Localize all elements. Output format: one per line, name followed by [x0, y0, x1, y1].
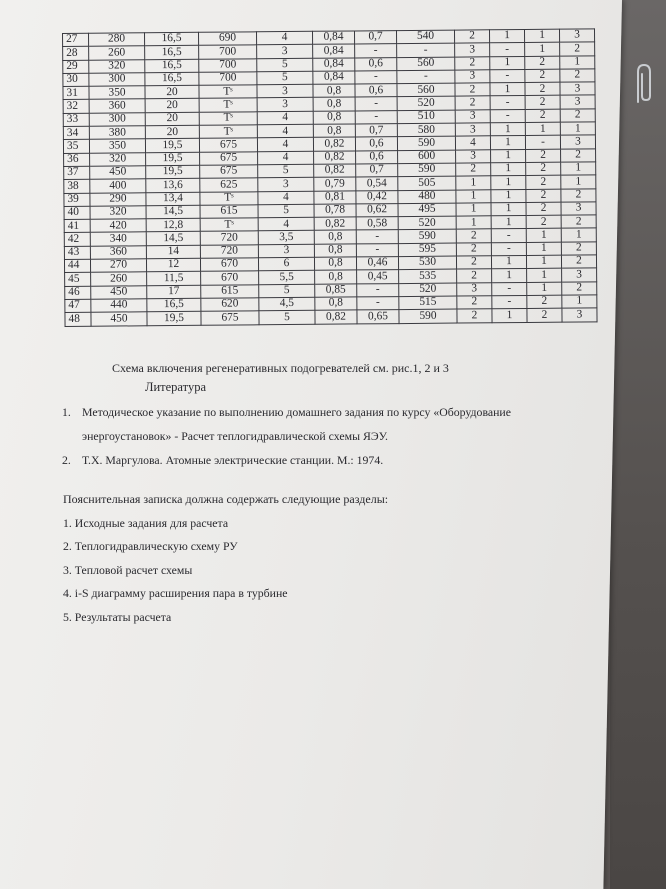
table-cell: 0,65 — [357, 310, 399, 324]
table-cell: 45 — [65, 273, 91, 287]
table-cell: 12 — [146, 258, 200, 272]
table-cell: 440 — [91, 299, 147, 313]
table-cell: - — [397, 43, 455, 57]
table-cell: Tˢ — [200, 191, 258, 205]
table-cell: 595 — [398, 243, 456, 257]
table-cell: 2 — [457, 269, 492, 283]
table-cell: 620 — [201, 298, 259, 312]
table-cell: 1 — [490, 136, 525, 150]
table-cell: 0,84 — [313, 44, 355, 58]
table-cell: 3 — [455, 110, 490, 124]
table-cell: 720 — [200, 231, 258, 245]
table-cell: 1 — [526, 255, 561, 269]
table-cell: 580 — [397, 123, 455, 137]
table-cell: 2 — [455, 56, 490, 70]
table-cell: - — [492, 295, 527, 309]
table-cell: 340 — [90, 232, 146, 246]
table-cell: 20 — [145, 85, 199, 99]
table-cell: 0,6 — [355, 84, 397, 98]
table-cell: - — [355, 70, 397, 84]
table-cell: 13,6 — [146, 179, 200, 193]
literature-item-line: Методическое указание по выполнению домашнего задания по курсу «Оборудование — [82, 405, 511, 419]
table-cell: - — [490, 69, 525, 83]
literature-item-line: Т.Х. Маргулова. Атомные электрические станции. М.: 1974. — [82, 453, 384, 467]
table-cell: 2 — [455, 83, 490, 97]
table-cell: 590 — [397, 136, 455, 150]
table-cell: 495 — [398, 203, 456, 217]
table-cell: 2 — [455, 96, 490, 110]
table-cell: 2 — [526, 202, 561, 216]
table-cell: 530 — [398, 256, 456, 270]
table-cell: 2 — [454, 30, 489, 44]
table-cell: Tˢ — [199, 112, 257, 126]
table-cell: 1 — [560, 55, 595, 69]
table-cell: 2 — [560, 109, 595, 123]
table-cell: 280 — [89, 33, 145, 47]
table-cell: 300 — [89, 73, 145, 87]
table-cell: 1 — [526, 242, 561, 256]
table-cell: 4 — [256, 31, 312, 45]
table-cell: 380 — [89, 126, 145, 140]
table-cell: 2 — [560, 42, 595, 56]
table-cell: 1 — [490, 123, 525, 137]
table-cell: 6 — [258, 257, 314, 271]
table-cell: 0,7 — [356, 164, 398, 178]
table-cell: 27 — [63, 33, 89, 47]
table-cell: 420 — [90, 219, 146, 233]
table-cell: 0,8 — [314, 244, 356, 258]
table-cell: Tˢ — [199, 125, 257, 139]
table-cell: 19,5 — [145, 139, 199, 153]
table-cell: 2 — [561, 149, 596, 163]
table-cell: 0,7 — [354, 31, 396, 45]
literature-list — [58, 400, 598, 472]
table-cell: 1 — [525, 122, 560, 136]
table-cell: 0,78 — [314, 204, 356, 218]
table-cell: 16,5 — [145, 59, 199, 73]
table-cell: 0,85 — [315, 284, 357, 298]
table-cell: 560 — [397, 57, 455, 71]
table-cell: 1 — [491, 189, 526, 203]
table-cell: 3 — [257, 84, 313, 98]
table-cell: 16,5 — [147, 298, 201, 312]
table-cell: 0,8 — [315, 297, 357, 311]
table-cell: 3 — [258, 178, 314, 192]
table-cell: - — [491, 242, 526, 256]
table-cell: 675 — [200, 165, 258, 179]
table-cell: 0,8 — [314, 230, 356, 244]
table-cell: 290 — [90, 192, 146, 206]
table-cell: 360 — [90, 246, 146, 260]
table-cell: 1 — [527, 282, 562, 296]
table-cell: 5 — [258, 204, 314, 218]
table-cell: 17 — [147, 285, 201, 299]
table-cell: 19,5 — [146, 152, 200, 166]
table-cell: 1 — [456, 176, 491, 190]
table-cell: 1 — [456, 216, 491, 230]
table-cell: 3 — [560, 135, 595, 149]
literature-item-line: энергоустановок» - Расчет теплогидравлической схемы ЯЭУ. — [82, 429, 388, 443]
table-cell: 2 — [561, 215, 596, 229]
table-cell: 5,5 — [259, 271, 315, 285]
table-cell: 0,82 — [314, 217, 356, 231]
table-cell: 20 — [145, 112, 199, 126]
table-cell: 5 — [257, 58, 313, 72]
table-cell: 3 — [456, 149, 491, 163]
table-cell: 2 — [526, 175, 561, 189]
table-cell: - — [490, 96, 525, 110]
table-cell: 3 — [560, 82, 595, 96]
table-cell: 0,81 — [314, 191, 356, 205]
table-caption: Схема включения регенеративных подогревателей см. рис.1, 2 и 3 — [112, 361, 449, 375]
table-cell: 350 — [89, 86, 145, 100]
table-cell: 3 — [559, 29, 594, 43]
table-cell: 0,8 — [313, 111, 355, 125]
table-cell: 2 — [527, 295, 562, 309]
table-cell: Tˢ — [199, 85, 257, 99]
table-cell: 0,8 — [314, 257, 356, 271]
table-cell: 4 — [258, 191, 314, 205]
table-cell: 2 — [457, 309, 492, 323]
table-cell: 540 — [396, 30, 454, 44]
table-cell: - — [357, 283, 399, 297]
table-cell: 33 — [63, 113, 89, 127]
table-cell: 1 — [492, 269, 527, 283]
table-cell: 1 — [562, 295, 597, 309]
table-cell: 300 — [89, 113, 145, 127]
notes-sections-list — [63, 512, 288, 629]
notes-section-item: 1. Исходные задания для расчета — [63, 516, 229, 530]
table-cell: 3 — [257, 98, 313, 112]
table-cell: 675 — [200, 151, 258, 165]
table-cell: 1 — [525, 42, 560, 56]
table-cell: - — [356, 243, 398, 257]
table-cell: 29 — [63, 60, 89, 74]
table-cell: 4 — [257, 138, 313, 152]
table-cell: Tˢ — [200, 218, 258, 232]
table-body — [63, 29, 598, 326]
table-cell: 0,84 — [312, 31, 354, 45]
table-cell: 16,5 — [145, 72, 199, 86]
table-cell: 19,5 — [146, 165, 200, 179]
table-cell: 3 — [258, 244, 314, 258]
table-cell: 520 — [397, 97, 455, 111]
table-cell: 3 — [560, 95, 595, 109]
table-cell: 4,5 — [259, 297, 315, 311]
table-cell: 1 — [560, 122, 595, 136]
table-cell: 5 — [257, 71, 313, 85]
table-cell: 2 — [456, 229, 491, 243]
table-cell: 2 — [525, 56, 560, 70]
table-cell: 1 — [491, 162, 526, 176]
table-cell: 5 — [258, 164, 314, 178]
table-cell: - — [355, 44, 397, 58]
notes-intro: Пояснительная записка должна содержать следующие разделы: — [63, 492, 389, 506]
table-cell: 3 — [455, 123, 490, 137]
table-cell: 16,5 — [145, 32, 199, 46]
table-cell: 3 — [562, 268, 597, 282]
table-cell: 1 — [491, 202, 526, 216]
table-cell: 1 — [492, 309, 527, 323]
table-cell: 37 — [64, 166, 90, 180]
table-cell: 2 — [456, 243, 491, 257]
table-cell: 1 — [456, 203, 491, 217]
table-cell: 16,5 — [145, 46, 199, 60]
table-cell: 48 — [65, 312, 91, 326]
table-cell: 2 — [560, 69, 595, 83]
table-cell: 43 — [64, 246, 90, 260]
table-cell: 39 — [64, 193, 90, 207]
table-cell: 0,45 — [357, 270, 399, 284]
table-cell: 2 — [456, 163, 491, 177]
table-cell: 720 — [200, 245, 258, 259]
table-cell: 450 — [90, 166, 146, 180]
table-cell: 2 — [525, 82, 560, 96]
table-cell: 0,82 — [313, 137, 355, 151]
table-cell: 590 — [398, 163, 456, 177]
table-cell: 4 — [257, 111, 313, 125]
literature-item — [58, 448, 598, 472]
table-cell: 44 — [64, 259, 90, 273]
table-cell: 38 — [64, 180, 90, 194]
table-cell: 31 — [63, 86, 89, 100]
table-cell: - — [397, 70, 455, 84]
table-cell: 1 — [490, 56, 525, 70]
table-cell: 0,8 — [313, 97, 355, 111]
table-cell: 34 — [63, 126, 89, 140]
table-cell: 510 — [397, 110, 455, 124]
table-cell: 0,8 — [313, 84, 355, 98]
table-cell: 2 — [525, 96, 560, 110]
table-cell: 3,5 — [258, 231, 314, 245]
table-cell: 2 — [526, 215, 561, 229]
table-cell: 2 — [526, 189, 561, 203]
table-cell: 0,79 — [314, 177, 356, 191]
table-cell: 2 — [525, 69, 560, 83]
table-cell: 690 — [198, 32, 256, 46]
table-cell: 20 — [145, 125, 199, 139]
table-cell: 0,54 — [356, 177, 398, 191]
table-cell: 675 — [201, 311, 259, 325]
table-cell: 2 — [526, 149, 561, 163]
table-cell: 0,42 — [356, 190, 398, 204]
table-cell: 4 — [258, 151, 314, 165]
table-cell: 0,82 — [314, 164, 356, 178]
table-cell: 700 — [199, 45, 257, 59]
table-cell: 505 — [398, 176, 456, 190]
table-cell: 320 — [90, 152, 146, 166]
table-cell: 46 — [65, 286, 91, 300]
table-cell: 14 — [146, 245, 200, 259]
table-cell: 1 — [524, 29, 559, 43]
table-cell: 1 — [456, 189, 491, 203]
notes-section-item: 4. i-S диаграмму расширения пара в турбине — [63, 586, 288, 601]
table-cell: 4 — [455, 136, 490, 150]
table-cell: 32 — [63, 100, 89, 114]
table-cell: 1 — [526, 229, 561, 243]
table-cell: 0,6 — [355, 57, 397, 71]
table-cell: 0,58 — [356, 217, 398, 231]
table-cell: - — [357, 297, 399, 311]
table-cell: 14,5 — [146, 205, 200, 219]
table-cell: 2 — [526, 162, 561, 176]
table-cell: 0,82 — [314, 151, 356, 165]
table-cell: 28 — [63, 47, 89, 61]
table-cell: 1 — [491, 216, 526, 230]
table-cell: 535 — [399, 269, 457, 283]
table-cell: 1 — [491, 256, 526, 270]
table-cell: 1 — [561, 175, 596, 189]
table-cell: 0,7 — [355, 124, 397, 138]
table-cell: 0,82 — [315, 310, 357, 324]
table-cell: - — [356, 230, 398, 244]
table-cell: 42 — [64, 233, 90, 247]
table-cell: 12,8 — [146, 218, 200, 232]
table-cell: 480 — [398, 190, 456, 204]
table-cell: 0,6 — [355, 137, 397, 151]
table-cell: 2 — [527, 308, 562, 322]
table-cell: 320 — [90, 206, 146, 220]
table-cell: 2 — [457, 296, 492, 310]
table-cell: 590 — [398, 230, 456, 244]
table-cell: 1 — [527, 268, 562, 282]
notes-section-item: 2. Теплогидравлическую схему РУ — [63, 539, 238, 554]
table-cell: 1 — [491, 176, 526, 190]
table-cell: - — [492, 282, 527, 296]
table-cell: 0,84 — [313, 71, 355, 85]
table-cell: 615 — [201, 284, 259, 298]
table-cell: 20 — [145, 99, 199, 113]
table-cell: 35 — [63, 140, 89, 154]
table-cell: 2 — [456, 256, 491, 270]
table-cell: 270 — [90, 259, 146, 273]
table-cell: 520 — [398, 216, 456, 230]
table-cell: 3 — [562, 308, 597, 322]
table-cell: 1 — [561, 162, 596, 176]
table-cell: 1 — [489, 29, 524, 43]
paperclip-icon — [632, 62, 656, 106]
table-cell: 0,8 — [313, 124, 355, 138]
table-cell: 11,5 — [147, 272, 201, 286]
literature-item — [58, 400, 598, 448]
table-cell: 30 — [63, 73, 89, 87]
table-cell: 520 — [399, 283, 457, 297]
table-cell: 2 — [562, 281, 597, 295]
table-cell: 47 — [65, 299, 91, 313]
table-cell: 600 — [398, 150, 456, 164]
table-cell: 0,62 — [356, 203, 398, 217]
table-cell: 615 — [200, 205, 258, 219]
table-cell: 670 — [201, 271, 259, 285]
table-cell: 260 — [91, 272, 147, 286]
table-cell: 40 — [64, 206, 90, 220]
table-cell: 675 — [199, 138, 257, 152]
table-cell: 3 — [457, 282, 492, 296]
table-cell: 0,6 — [356, 150, 398, 164]
table-cell: 3 — [257, 45, 313, 59]
table-cell: 4 — [257, 124, 313, 138]
table-cell: 13,4 — [146, 192, 200, 206]
table-cell: - — [355, 97, 397, 111]
table-cell: 670 — [200, 258, 258, 272]
table-cell: 3 — [561, 202, 596, 216]
table-cell: - — [490, 43, 525, 57]
table-cell: 700 — [199, 58, 257, 72]
table-cell: 350 — [89, 139, 145, 153]
table-cell: 2 — [561, 188, 596, 202]
table-cell: 450 — [91, 312, 147, 326]
table-cell: 2 — [561, 255, 596, 269]
table-cell: - — [525, 136, 560, 150]
table-cell: 700 — [199, 72, 257, 86]
table-cell: 2 — [525, 109, 560, 123]
table-cell: 515 — [399, 296, 457, 310]
literature-heading: Литература — [145, 380, 206, 394]
table-cell: 1 — [491, 149, 526, 163]
table-cell: 19,5 — [147, 312, 201, 326]
table-cell: 560 — [397, 83, 455, 97]
table-cell: 400 — [90, 179, 146, 193]
table-cell: 1 — [561, 228, 596, 242]
table-cell: Tˢ — [199, 98, 257, 112]
literature-item-number: 2. — [62, 453, 71, 467]
table-cell: 4 — [258, 217, 314, 231]
table-cell: 625 — [200, 178, 258, 192]
table-cell: - — [490, 109, 525, 123]
table-cell: 0,84 — [313, 58, 355, 72]
table-cell: 3 — [455, 70, 490, 84]
table-cell: 590 — [399, 309, 457, 323]
notes-section-item: 3. Тепловой расчет схемы — [63, 562, 193, 577]
table-cell: 0,46 — [356, 257, 398, 271]
table-cell: 360 — [89, 99, 145, 113]
table-cell: 36 — [64, 153, 90, 167]
table-cell: 1 — [490, 83, 525, 97]
table-cell: 5 — [259, 311, 315, 325]
table-cell: 450 — [91, 285, 147, 299]
table-cell: 320 — [89, 59, 145, 73]
table-cell: 41 — [64, 219, 90, 233]
notes-section-item: 5. Результаты расчета — [63, 609, 172, 624]
table-cell: - — [491, 229, 526, 243]
table-cell: 5 — [259, 284, 315, 298]
table-cell: 0,8 — [315, 270, 357, 284]
table-cell: 260 — [89, 46, 145, 60]
table-cell: 14,5 — [146, 232, 200, 246]
table-cell: - — [355, 110, 397, 124]
table-cell: 2 — [561, 242, 596, 256]
variants-table — [62, 28, 598, 326]
table-cell: 3 — [455, 43, 490, 57]
literature-item-number: 1. — [62, 405, 71, 419]
